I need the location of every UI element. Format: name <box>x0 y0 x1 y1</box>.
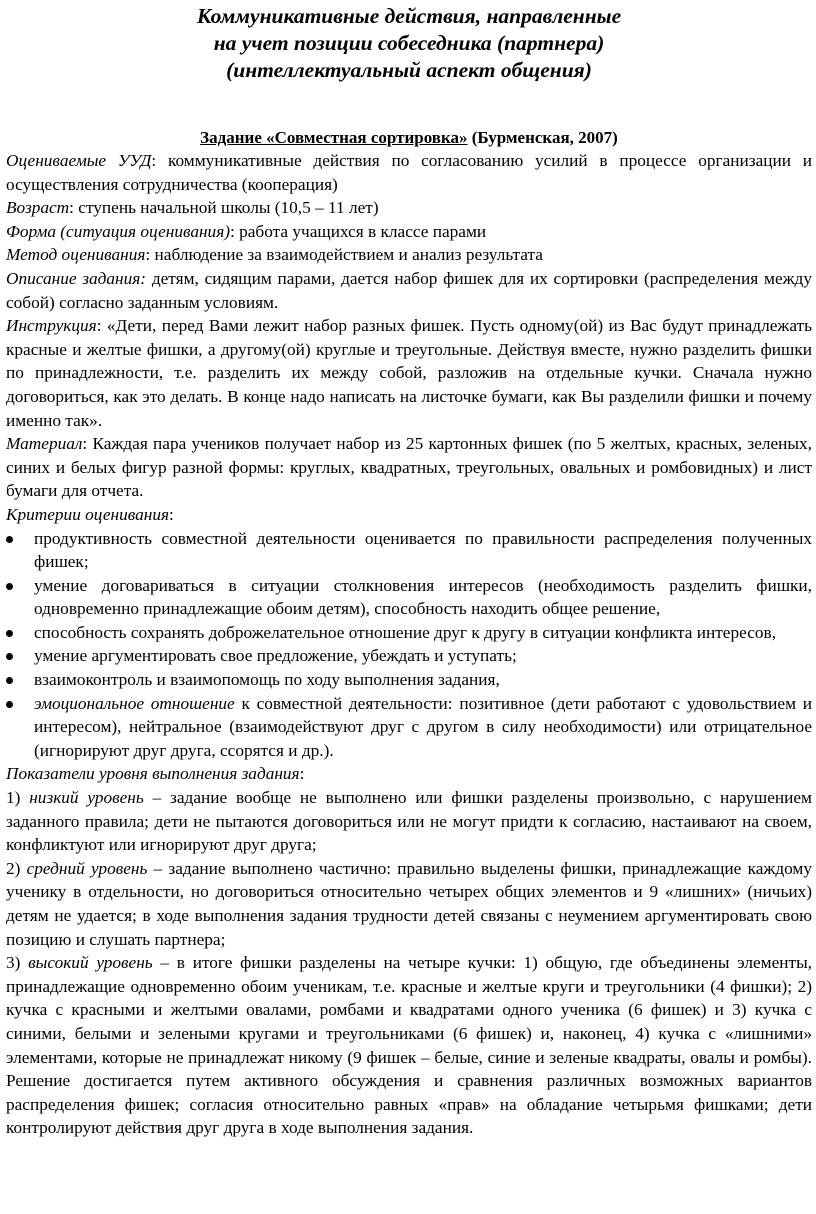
title-line-3: (интеллектуальный аспект общения) <box>226 58 592 82</box>
instruction-paragraph <box>6 314 812 432</box>
method-paragraph <box>6 243 812 267</box>
list-item <box>6 574 812 621</box>
age-label: Возраст <box>6 198 70 218</box>
description-label: Описание задания: <box>6 268 147 288</box>
criteria-item-text: умение аргументировать свое предложение, убеждать и уступать; <box>34 646 517 666</box>
level-mid-paragraph <box>6 857 812 951</box>
form-label: Форма (ситуация оценивания) <box>6 221 230 241</box>
list-item <box>6 644 812 668</box>
level-mid-text: – задание выполнено частично: правильно выделены фишки, принадлежащие каждому ученику в отдельности, но договориться относительно четырех общих элементов и 9 «лишних» (ничьих) детям не удается; в ходе выполнения задания трудности детей связаны с неумением аргументировать свою позицию и слушать партнера; <box>6 858 812 949</box>
levels-heading <box>6 762 812 786</box>
emotional-attitude-label: эмоциональное отношение <box>34 693 235 713</box>
criteria-item-text: продуктивность совместной деятельности оценивается по правильности распределения полученных фишек; <box>34 528 812 572</box>
material-text: : Каждая пара учеников получает набор из 25 картонных фишек (по 5 желтых, красных, зеленых, синих и белых фигур разной формы: круглых, квадратных, треугольных, овальных и ромбовидных) и лист бумаги для отчета. <box>6 434 812 501</box>
list-item <box>6 692 812 763</box>
bullet-icon <box>6 653 13 660</box>
document-title <box>6 0 812 84</box>
title-line-2: на учет позиции собеседника (партнера) <box>213 31 605 55</box>
criteria-item-text: к совместной деятельности: позитивное (дети работают с удовольствием и интересом), нейтральное (взаимодействуют друг с другом в силу необходимости) или отрицательное (игнорируют друг друга, ссорятся и др.). <box>34 693 812 760</box>
criteria-item-text: способность сохранять доброжелательное отношение друг к другу в ситуации конфликта интересов, <box>34 622 777 642</box>
material-paragraph <box>6 432 812 503</box>
uud-label: Оцениваемые УУД <box>6 151 152 170</box>
level-high-text: – в итоге фишки разделены на четыре кучки: 1) общую, где объединены элементы, принадлежащие одновременно обоим ученикам, т.е. красные и желтые круги и треугольники (4 фишки); 2) кучка с красными и желтыми овалами, ромбами и квадратами одного ученика (6 фишек) и 3) кучка с синими, белыми и зелеными кругами и треугольниками (6 фишек) и, наконец, 4) кучка с «лишними» элементами, которые не принадлежат никому (9 фишек – белые, синие и зеленые квадраты, овалы и ромбы). Решение достигается путем активного обсуждения и сравнения различных возможных вариантов распределения фишек; согласия относительно равных «прав» на обладание четырьмя фишками; дети контролируют действия друг друга в ходе выполнения задания. <box>6 953 813 1138</box>
criteria-heading <box>6 503 812 527</box>
uud-text: : коммуникативные действия по согласованию усилий в процессе организации и осуществления сотрудничества (кооперация) <box>6 151 812 194</box>
level-low-text: – задание вообще не выполнено или фишки разделены произвольно, с нарушением заданного правила; дети не пытаются договориться или не могут придти к согласию, настаивают на своем, конфликтуют или игнорируют друг друга; <box>6 788 812 855</box>
level-low-number: 1) <box>6 788 30 808</box>
description-paragraph <box>6 267 812 314</box>
level-high-paragraph <box>6 951 812 1140</box>
level-mid-number: 2) <box>6 858 27 878</box>
level-high-number: 3) <box>6 953 29 973</box>
bullet-icon <box>6 677 13 684</box>
bullet-icon <box>6 630 13 637</box>
criteria-item-text: умение договариваться в ситуации столкновения интересов (необходимость разделить фишки, одновременно принадлежащие обоим детям), способность находить общее решение, <box>34 575 812 619</box>
level-low-paragraph <box>6 786 812 857</box>
method-text: : наблюдение за взаимодействием и анализ результата <box>145 245 543 265</box>
task-author: (Бурменская, 2007) <box>467 128 618 147</box>
criteria-item-text: взаимоконтроль и взаимопомощь по ходу выполнения задания, <box>34 670 500 690</box>
levels-label: Показатели уровня выполнения задания <box>6 764 300 784</box>
task-name: Задание «Совместная сортировка» <box>200 128 468 147</box>
title-line-1: Коммуникативные действия, направленные <box>196 4 622 28</box>
criteria-colon: : <box>169 504 174 524</box>
bullet-icon <box>6 583 13 590</box>
instruction-label: Инструкция <box>6 316 97 336</box>
level-high-label: высокий уровень <box>28 953 153 973</box>
task-heading <box>6 126 812 149</box>
task-description-body <box>6 149 812 1140</box>
level-mid-label: средний уровень <box>26 858 148 878</box>
material-label: Материал <box>6 434 83 454</box>
list-item <box>6 621 812 645</box>
description-text: детям, сидящим парами, дается набор фишек для их сортировки (распределения между собой) согласно заданным условиям. <box>6 268 812 312</box>
list-item <box>6 668 812 692</box>
bullet-icon <box>6 536 13 543</box>
criteria-list <box>6 527 812 763</box>
levels-colon: : <box>299 764 305 784</box>
bullet-icon <box>6 701 13 708</box>
age-paragraph <box>6 196 812 220</box>
instruction-text: : «Дети, перед Вами лежит набор разных фишек. Пусть одному(ой) из Вас будут принадлежать красные и желтые фишки, а другому(ой) круглые и треугольные. Действуя вместе, нужно разделить фишки по принадлежности, т.е. разделить их между собой, разложив на отдельные кучки. Сначала нужно договориться, как это делать. В конце надо написать на листочке бумаги, как Вы разделили фишки и почему именно так». <box>6 316 812 430</box>
form-paragraph <box>6 220 812 244</box>
form-text: : работа учащихся в классе парами <box>230 221 487 241</box>
level-low-label: низкий уровень <box>29 788 144 808</box>
list-item <box>6 527 812 574</box>
uud-paragraph <box>6 149 812 196</box>
criteria-label: Критерии оценивания <box>6 504 170 524</box>
method-label: Метод оценивания <box>6 245 146 265</box>
age-text: : ступень начальной школы (10,5 – 11 лет) <box>69 198 379 218</box>
